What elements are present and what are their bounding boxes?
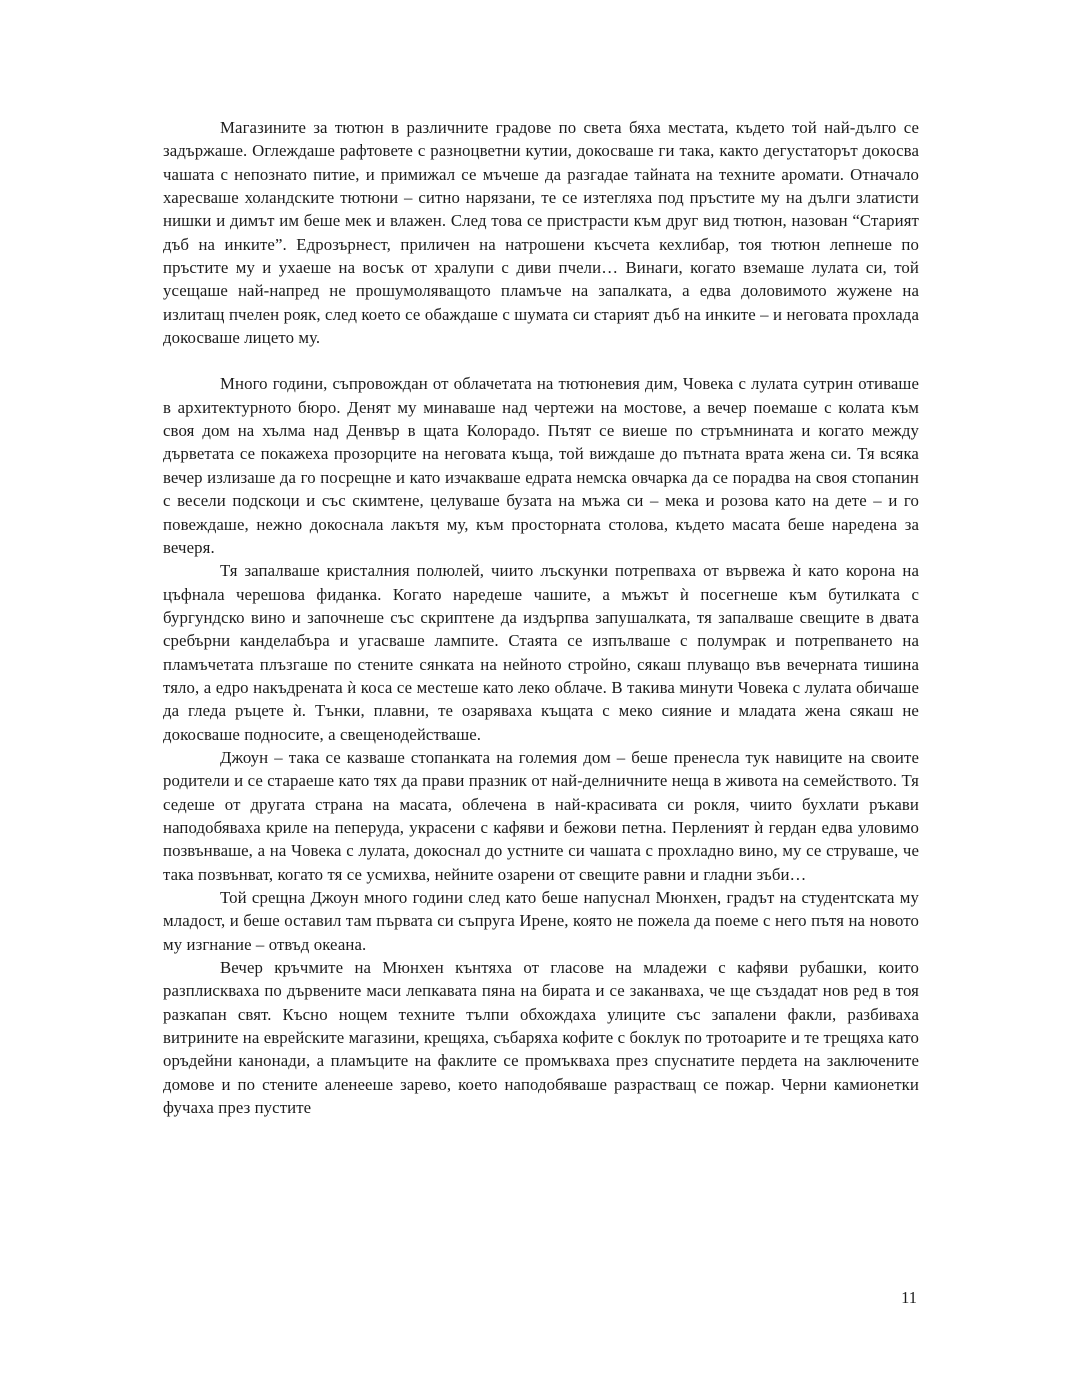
paragraph: Магазините за тютюн в различните градове по света бяха местата, където той най-дълго се задържаше. Оглеждаше рафтовете с разноцветни кутии, докосваше ги така, както дегустаторът докосва чашата с непознато питие, и примижал се мъчеше да разгадае тайната на техните аромати. Отначало харесваше холандските тютюни – ситно нарязани, те се изтегляха под пръстите му на дълги златисти нишки и димът им беше мек и влажен. След това се пристрасти към друг вид тютюн, назован “Старият дъб на инките”. Едрозърнест, приличен на натрошени късчета кехлибар, тоя тютюн лепнеше по пръстите му и ухаеше на восък от хралупи с диви пчели… Винаги, когато вземаше лулата си, той усещаше най-напред не прошумоляващото пламъче на запалката, а едва доловимото жужене на излитащ пчелен рояк, след което се обаждаше с шумата си старият дъб на инките – и неговата прохлада докосваше лицето му.	[163, 118, 919, 348]
paragraph: Джоун – така се казваше стопанката на големия дом – беше пренесла тук навиците на своите родители и се стараеше като тях да прави празник от най-делничните неща в живота на семейството. Тя седеше от другата страна на масата, облечена в най-красивата си рокля, чиито бухлати ръкави наподобяваха криле на пеперуда, украсени с кафяви и бежови петна. Перленият ѝ гердан едва уловимо позвънваше, а на Човека с лулата, докоснал до устните си чашата с прохладно вино, му се струваше, че така позвънват, когато тя се усмихва, нейните озарени от свещите равни и гладни зъби…	[163, 747, 919, 884]
paragraph: Тя запалваше кристалния полюлей, чиито лъскунки потрепваха от вървежа ѝ като корона на цъфнала черешова фиданка. Когато наредеше чашите, а мъжът ѝ посегнеше към бутилката с бургундско вино и започнеше със скриптене да издърпва запушалката, тя запалваше свещите в двата сребърни канделабъра и угасваше лампите. Стаята се изпълваше с полумрак и потрепването на пламъчетата плъзгаше по стените сянката на нейното стройно, сякаш плуващо във вечерната тишина тяло, а едро накъдрената ѝ коса се местеше като леко облаче. В такива минути Човека с лулата обичаше да гледа ръцете ѝ. Тънки, плавни, те озаряваха къщата с меко сияние и младата жена сякаш не докосваше подносите, а свещенодействаше.	[163, 561, 919, 744]
paragraph: Много години, съпровождан от облачетата на тютюневия дим, Човека с лулата сутрин отиваше в архитектурното бюро. Денят му минаваше над чертежи на мостове, а вечер поемаше с колата към своя дом на хълма над Денвър в щата Колорадо. Пътят се виеше по стръмнината и когато между дърветата се покажеха прозорците на неговата къща, той виждаше до пътната врата жена си. Тя всяка вечер излизаше да го посрещне и като изчакваше едрата немска овчарка да се порадва на своя стопанин с весели подскоци и със скимтене, целуваше бузата на мъжа си – мека и розова като на дете – и го повеждаше, нежно докоснала лакътя му, към просторната столова, където масата беше наредена за вечеря.	[163, 374, 919, 557]
page-number: 11	[901, 1288, 917, 1307]
page-text	[163, 116, 919, 1119]
paragraph: Вечер кръчмите на Мюнхен кънтяха от гласове на младежи с кафяви рубашки, които разплискваха по дървените маси лепкавата пяна на бирата и се заканваха, че ще създадат нов ред в тоя разкапан свят. Късно нощем техните тълпи обхождаха улиците със запалени факли, разбиваха витрините на еврейските магазини, крещяха, събаряха кофите с боклук по тротоарите и те трещяха като оръдейни канонади, а пламъците на факлите се промъкваха през спуснатите пердета на заключените домове и по стените аленееше зарево, което наподобяваше разрастващ се пожар. Черни камионетки фучаха през пустите	[163, 958, 919, 1118]
paragraph: Той срещна Джоун много години след като беше напуснал Мюнхен, градът на студентската му младост, и беше оставил там първата си съпруга Ирене, която не пожела да поеме с него пътя на новото му изгнание – отвъд океана.	[163, 888, 919, 954]
